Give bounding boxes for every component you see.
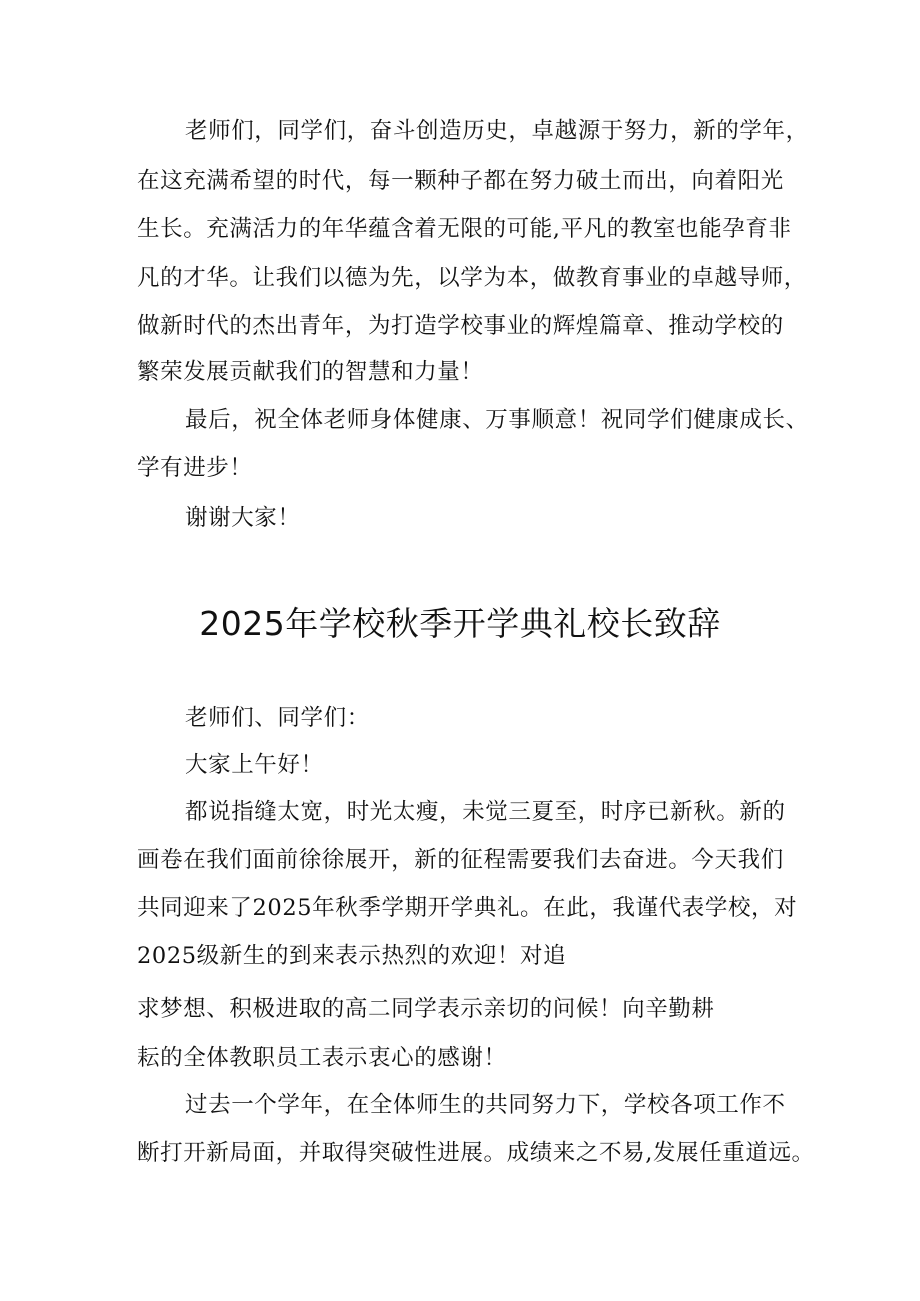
paragraph-line: 断打开新局面，并取得突破性进展。成绩来之不易,发展任重道远。 bbox=[137, 1140, 815, 1166]
closing-line: 谢谢大家！ bbox=[185, 505, 301, 531]
salutation: 老师们、同学们： bbox=[185, 705, 370, 731]
paragraph-line: 耘的全体教职员工表示衷心的感谢！ bbox=[137, 1045, 507, 1071]
paragraph-line: 最后，祝全体老师身体健康、万事顺意！祝同学们健康成长、 bbox=[185, 407, 809, 433]
paragraph-line: 过去一个学年，在全体师生的共同努力下，学校各项工作不 bbox=[185, 1092, 786, 1118]
paragraph-line: 在这充满希望的时代，每一颗种子都在努力破土而出，向着阳光 bbox=[137, 168, 784, 194]
paragraph-line: 都说指缝太宽，时光太瘦，未觉三夏至，时序已新秋。新的 bbox=[185, 799, 786, 825]
paragraph-line: 做新时代的杰出青年，为打造学校事业的辉煌篇章、推动学校的 bbox=[137, 313, 784, 339]
paragraph-line: 生长。充满活力的年华蕴含着无限的可能,平凡的教室也能孕育非 bbox=[137, 216, 792, 242]
page-title: 2025年学校秋季开学典礼校长致辞 bbox=[199, 604, 721, 643]
paragraph-line: 画卷在我们面前徐徐展开，新的征程需要我们去奋进。今天我们 bbox=[137, 847, 784, 873]
paragraph-line: 学有进步！ bbox=[137, 455, 253, 481]
paragraph-line: 繁荣发展贡献我们的智慧和力量！ bbox=[137, 359, 484, 385]
paragraph-line: 凡的才华。让我们以德为先，以学为本，做教育事业的卓越导师， bbox=[137, 265, 807, 291]
paragraph-line: 求梦想、积极进取的高二同学表示亲切的问候！向辛勤耕 bbox=[137, 996, 715, 1022]
paragraph-line: 老师们，同学们，奋斗创造历史，卓越源于努力，新的学年， bbox=[185, 118, 809, 144]
greeting: 大家上午好！ bbox=[185, 752, 324, 778]
paragraph-line: 共同迎来了2025年秋季学期开学典礼。在此，我谨代表学校，对 bbox=[137, 895, 798, 921]
paragraph-line: 2025级新生的到来表示热烈的欢迎！对追 bbox=[137, 943, 567, 969]
